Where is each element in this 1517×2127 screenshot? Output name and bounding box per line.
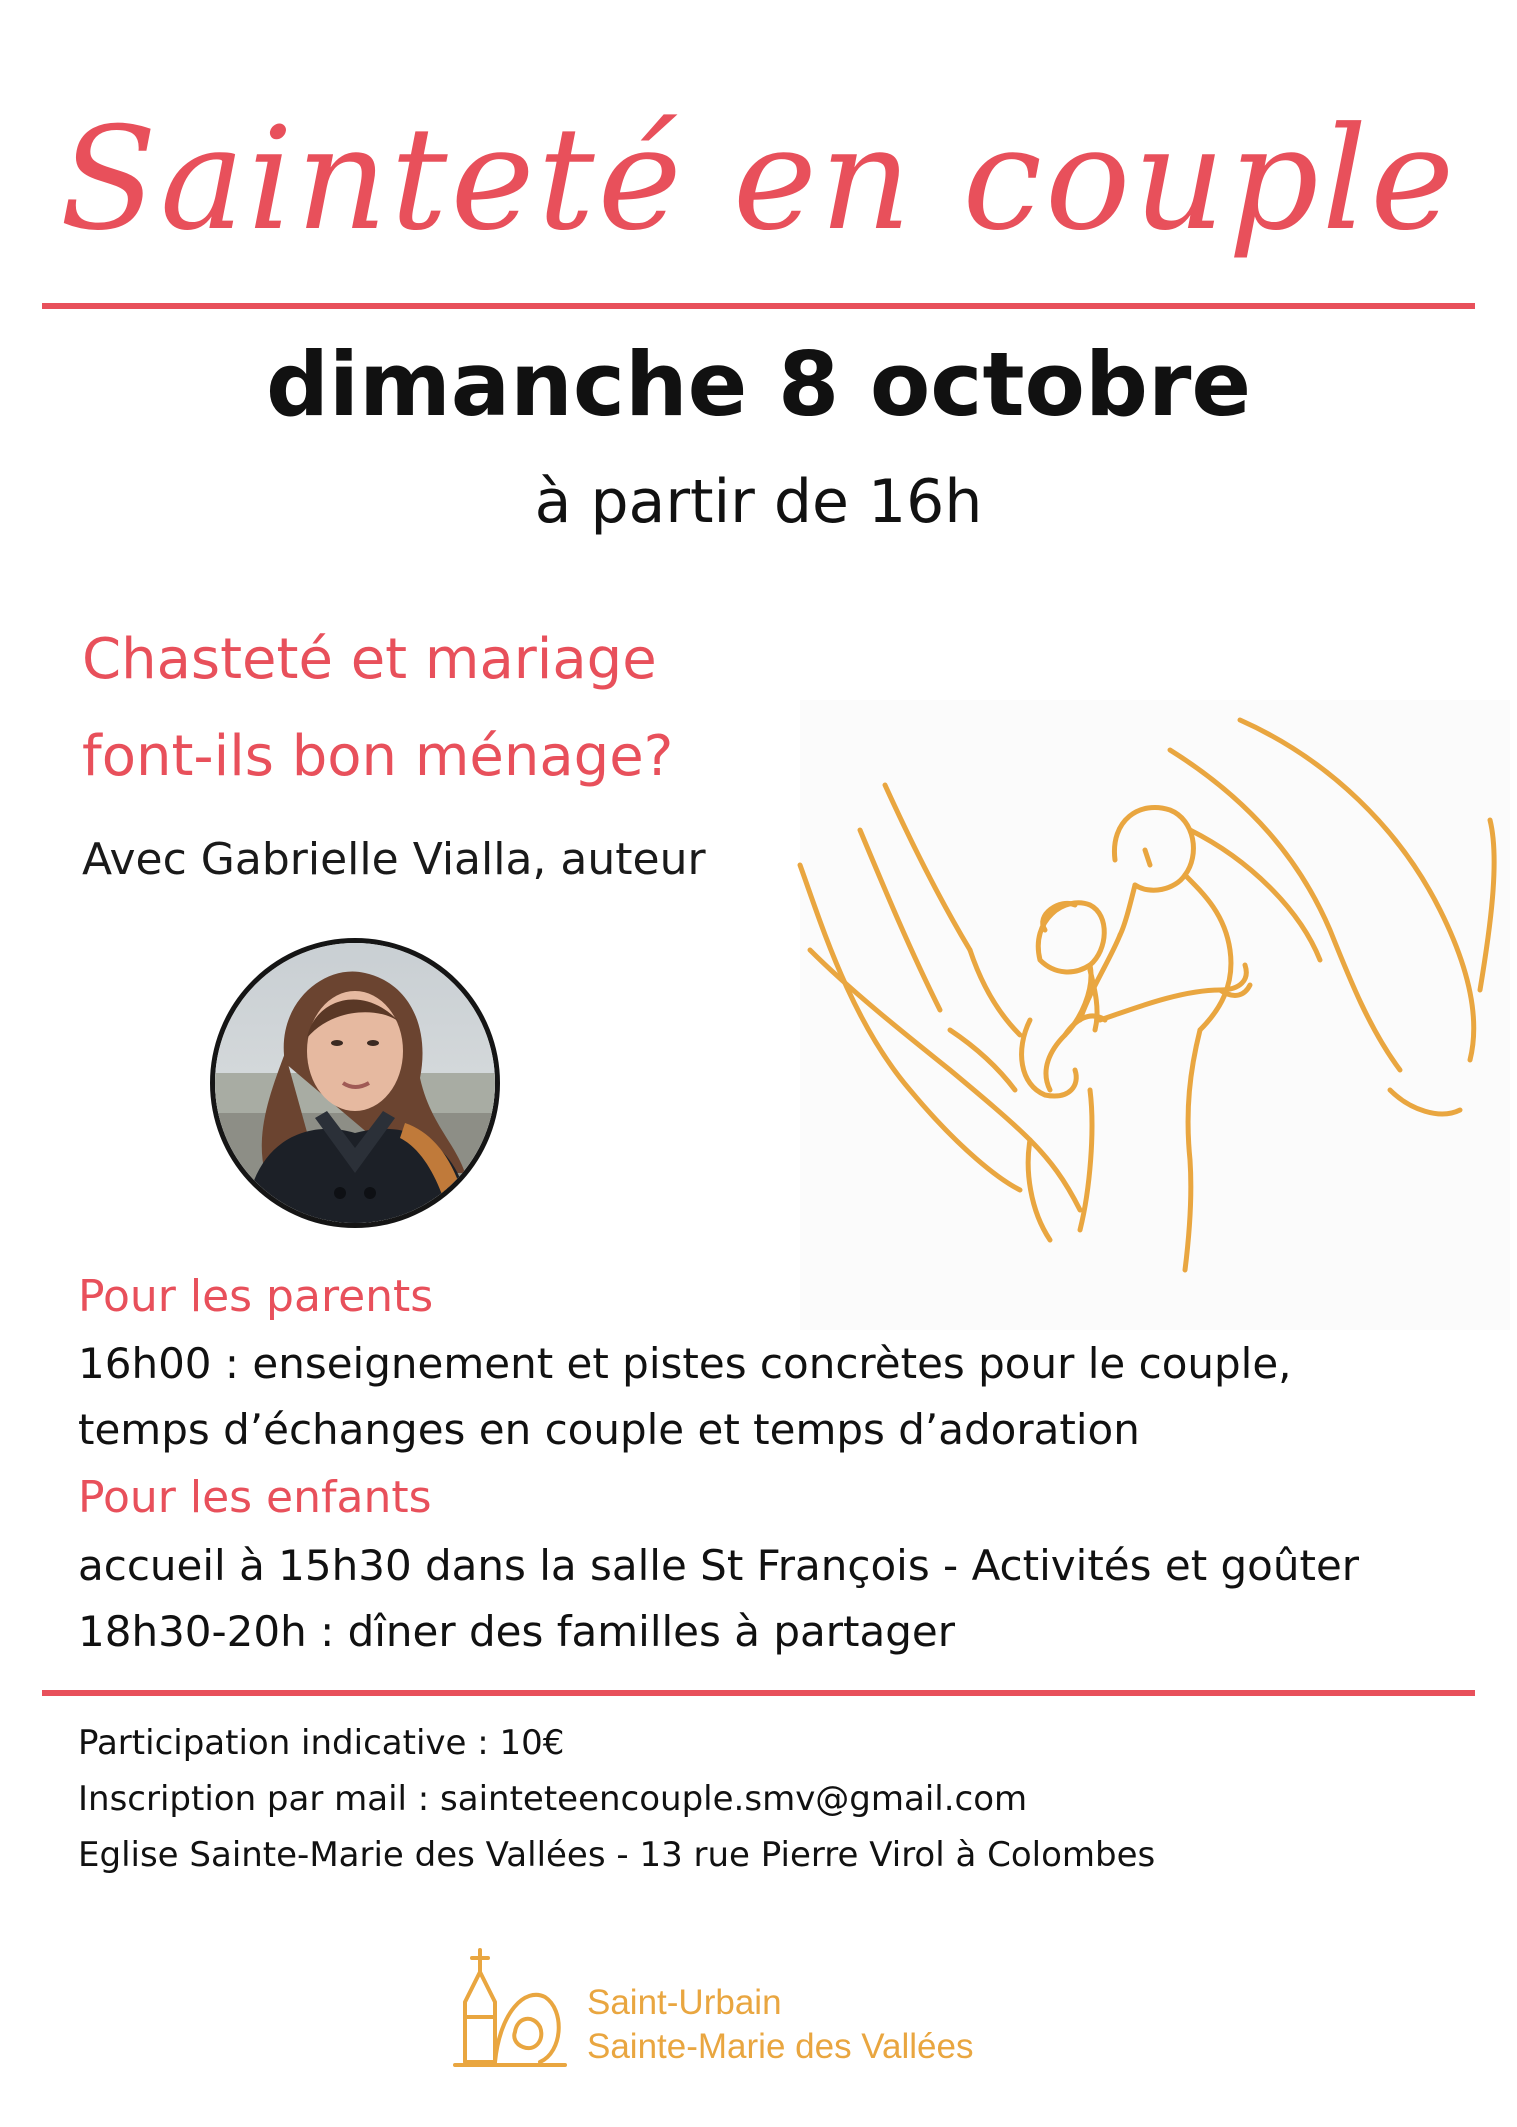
talk-subtitle-line2: font-ils bon ménage?	[82, 724, 674, 789]
parents-line-2: temps d’échanges en couple et temps d’adoration	[78, 1405, 1140, 1454]
event-time: à partir de 16h	[534, 467, 983, 537]
inscription-text: Inscription par mail : sainteteencouple.smv@gmail.com	[78, 1779, 1028, 1819]
bottom-divider	[42, 1690, 1475, 1696]
church-logo-icon	[445, 1942, 575, 2072]
logo-line-2: Sainte-Marie des Vallées	[587, 2027, 974, 2066]
speaker-photo	[210, 938, 500, 1228]
children-heading: Pour les enfants	[78, 1472, 432, 1523]
page-title: Sainteté en couple	[59, 97, 1458, 262]
logo-line-1: Saint-Urbain	[587, 1983, 782, 2022]
parents-heading: Pour les parents	[78, 1271, 434, 1322]
event-date: dimanche 8 octobre	[265, 333, 1252, 436]
participation-text: Participation indicative : 10€	[78, 1723, 565, 1763]
children-line-2: 18h30-20h : dîner des familles à partager	[78, 1607, 955, 1656]
couple-hands-illustration	[790, 690, 1510, 1330]
top-divider	[42, 303, 1475, 309]
children-line-1: accueil à 15h30 dans la salle St François - Activités et goûter	[78, 1541, 1360, 1590]
talk-subtitle-line1: Chasteté et mariage	[82, 627, 657, 692]
parents-line-1: 16h00 : enseignement et pistes concrètes pour le couple,	[78, 1339, 1292, 1388]
speaker-line: Avec Gabrielle Vialla, auteur	[82, 834, 706, 885]
address-text: Eglise Sainte-Marie des Vallées - 13 rue Pierre Virol à Colombes	[78, 1835, 1156, 1875]
